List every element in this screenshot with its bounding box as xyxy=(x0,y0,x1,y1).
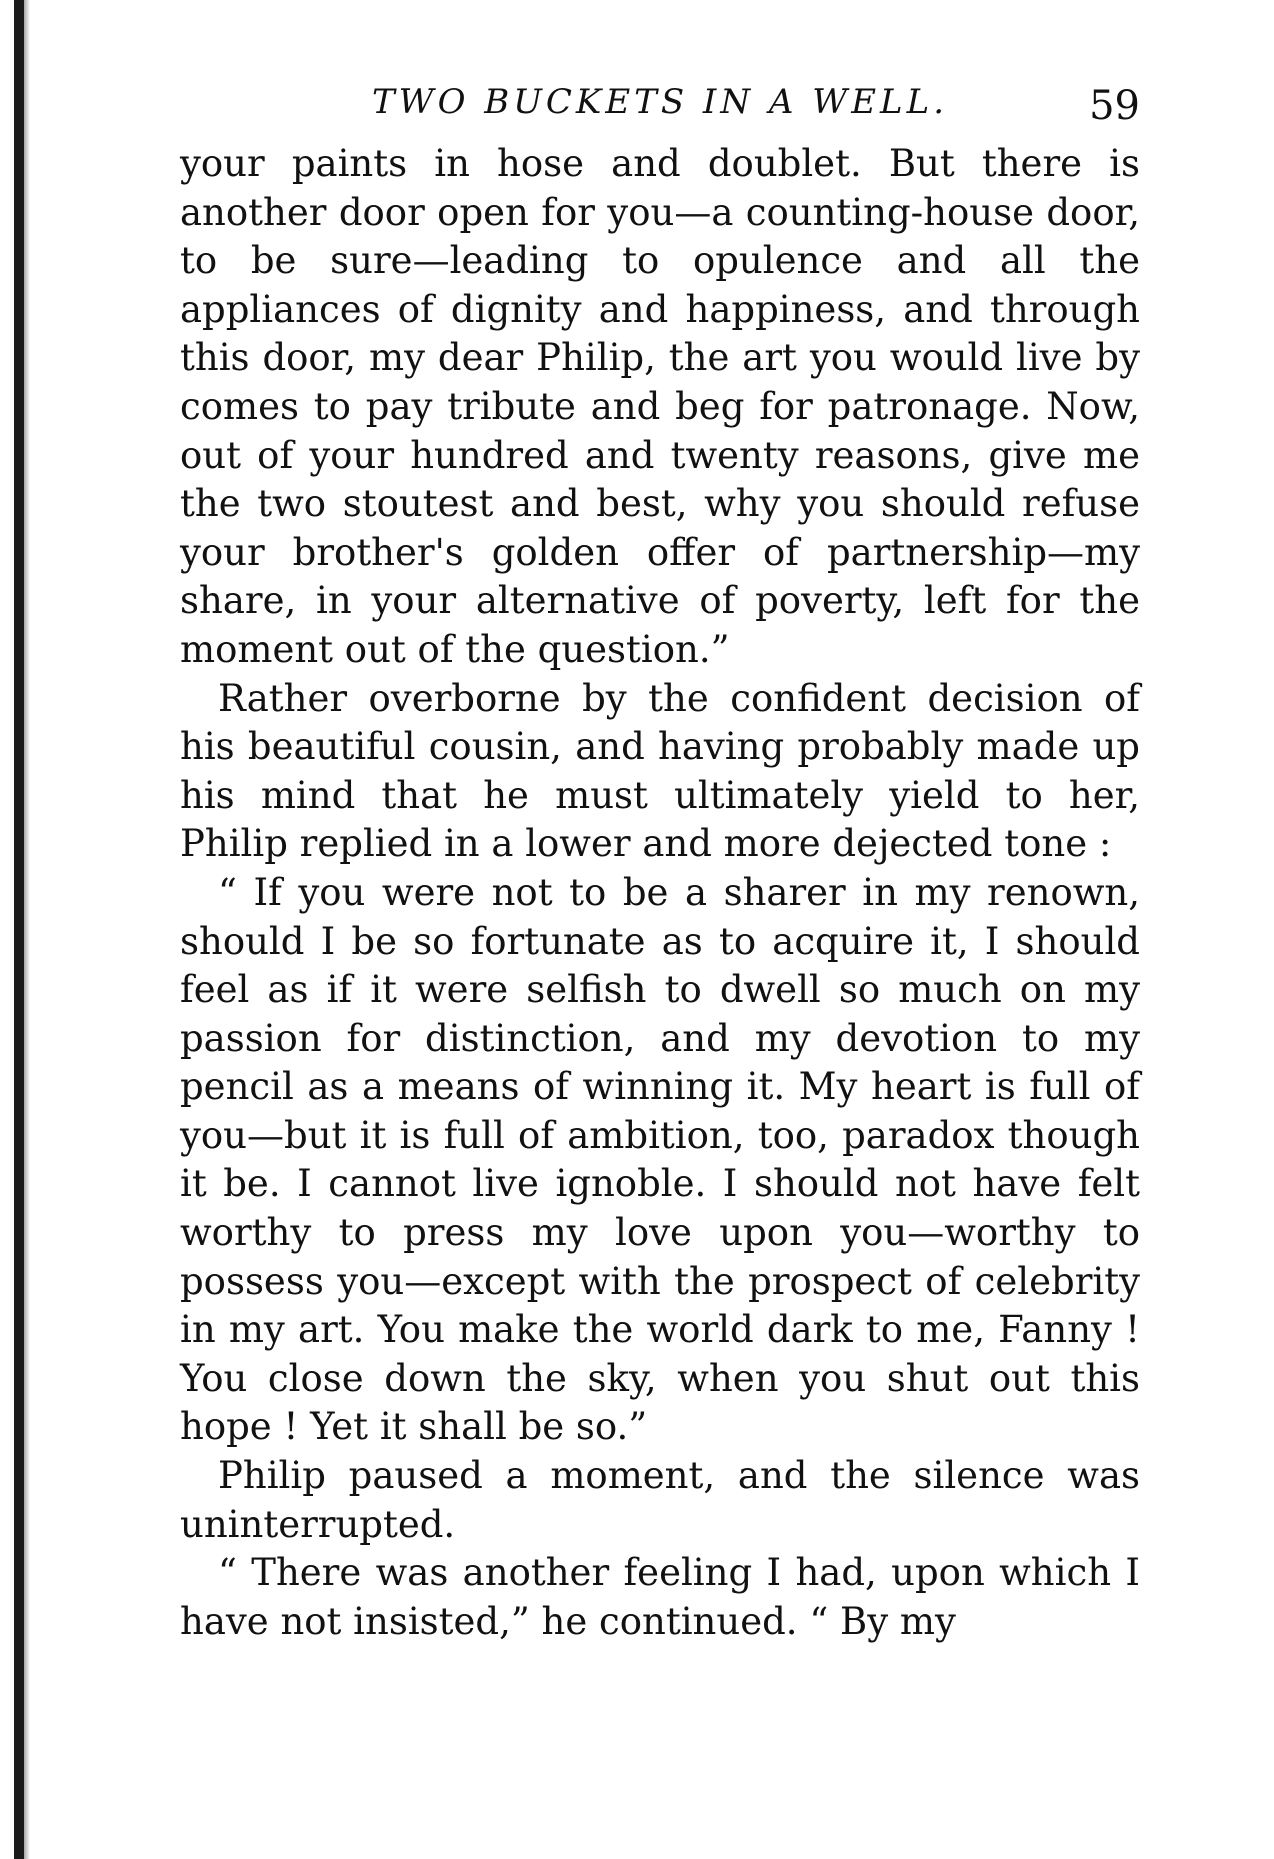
paragraph-1: your paints in hose and doublet. But there is another door open for you—a counting-house door, to be sure—leading to opulence and all the appliances of dignity and happiness, and through this door, my dear Philip, the art you would live by comes to pay tribute and beg for patronage. Now, out of your hundred and twenty reasons, give me the two stoutest and best, why you should refuse your brother's golden offer of partnership—my share, in your alternative of poverty, left for the moment out of the question.” xyxy=(180,142,1140,671)
page-binding-edge xyxy=(14,0,24,1859)
paragraph-2: Rather overborne by the confident decision of his beautiful cousin, and having probably made up his mind that he must ultimately yield to her, Philip replied in a lower and more dejected tone : xyxy=(180,676,1140,866)
running-head xyxy=(180,72,1140,132)
body-text xyxy=(180,140,1140,1646)
paragraph-4: Philip paused a moment, and the silence was uninterrupted. xyxy=(180,1454,1140,1546)
page-number: 59 xyxy=(1089,83,1140,129)
running-title: TWO BUCKETS IN A WELL. xyxy=(371,82,949,122)
paragraph-3: “ If you were not to be a sharer in my renown, should I be so fortunate as to acquire it, I should feel as if it were selfish to dwell so much on my passion for distinction, and my devotion to my pencil as a means of winning it. My heart is full of you—but it is full of ambition, too, paradox though it be. I cannot live ignoble. I should not have felt worthy to press my love upon you—worthy to possess you—except with the prospect of celebrity in my art. You make the world dark to me, Fanny ! You close down the sky, when you shut out this hope ! Yet it shall be so.” xyxy=(180,870,1140,1449)
page-binding-shadow xyxy=(24,0,30,1859)
paragraph-5: “ There was another feeling I had, upon which I have not insisted,” he continued. “ By my xyxy=(180,1551,1140,1643)
